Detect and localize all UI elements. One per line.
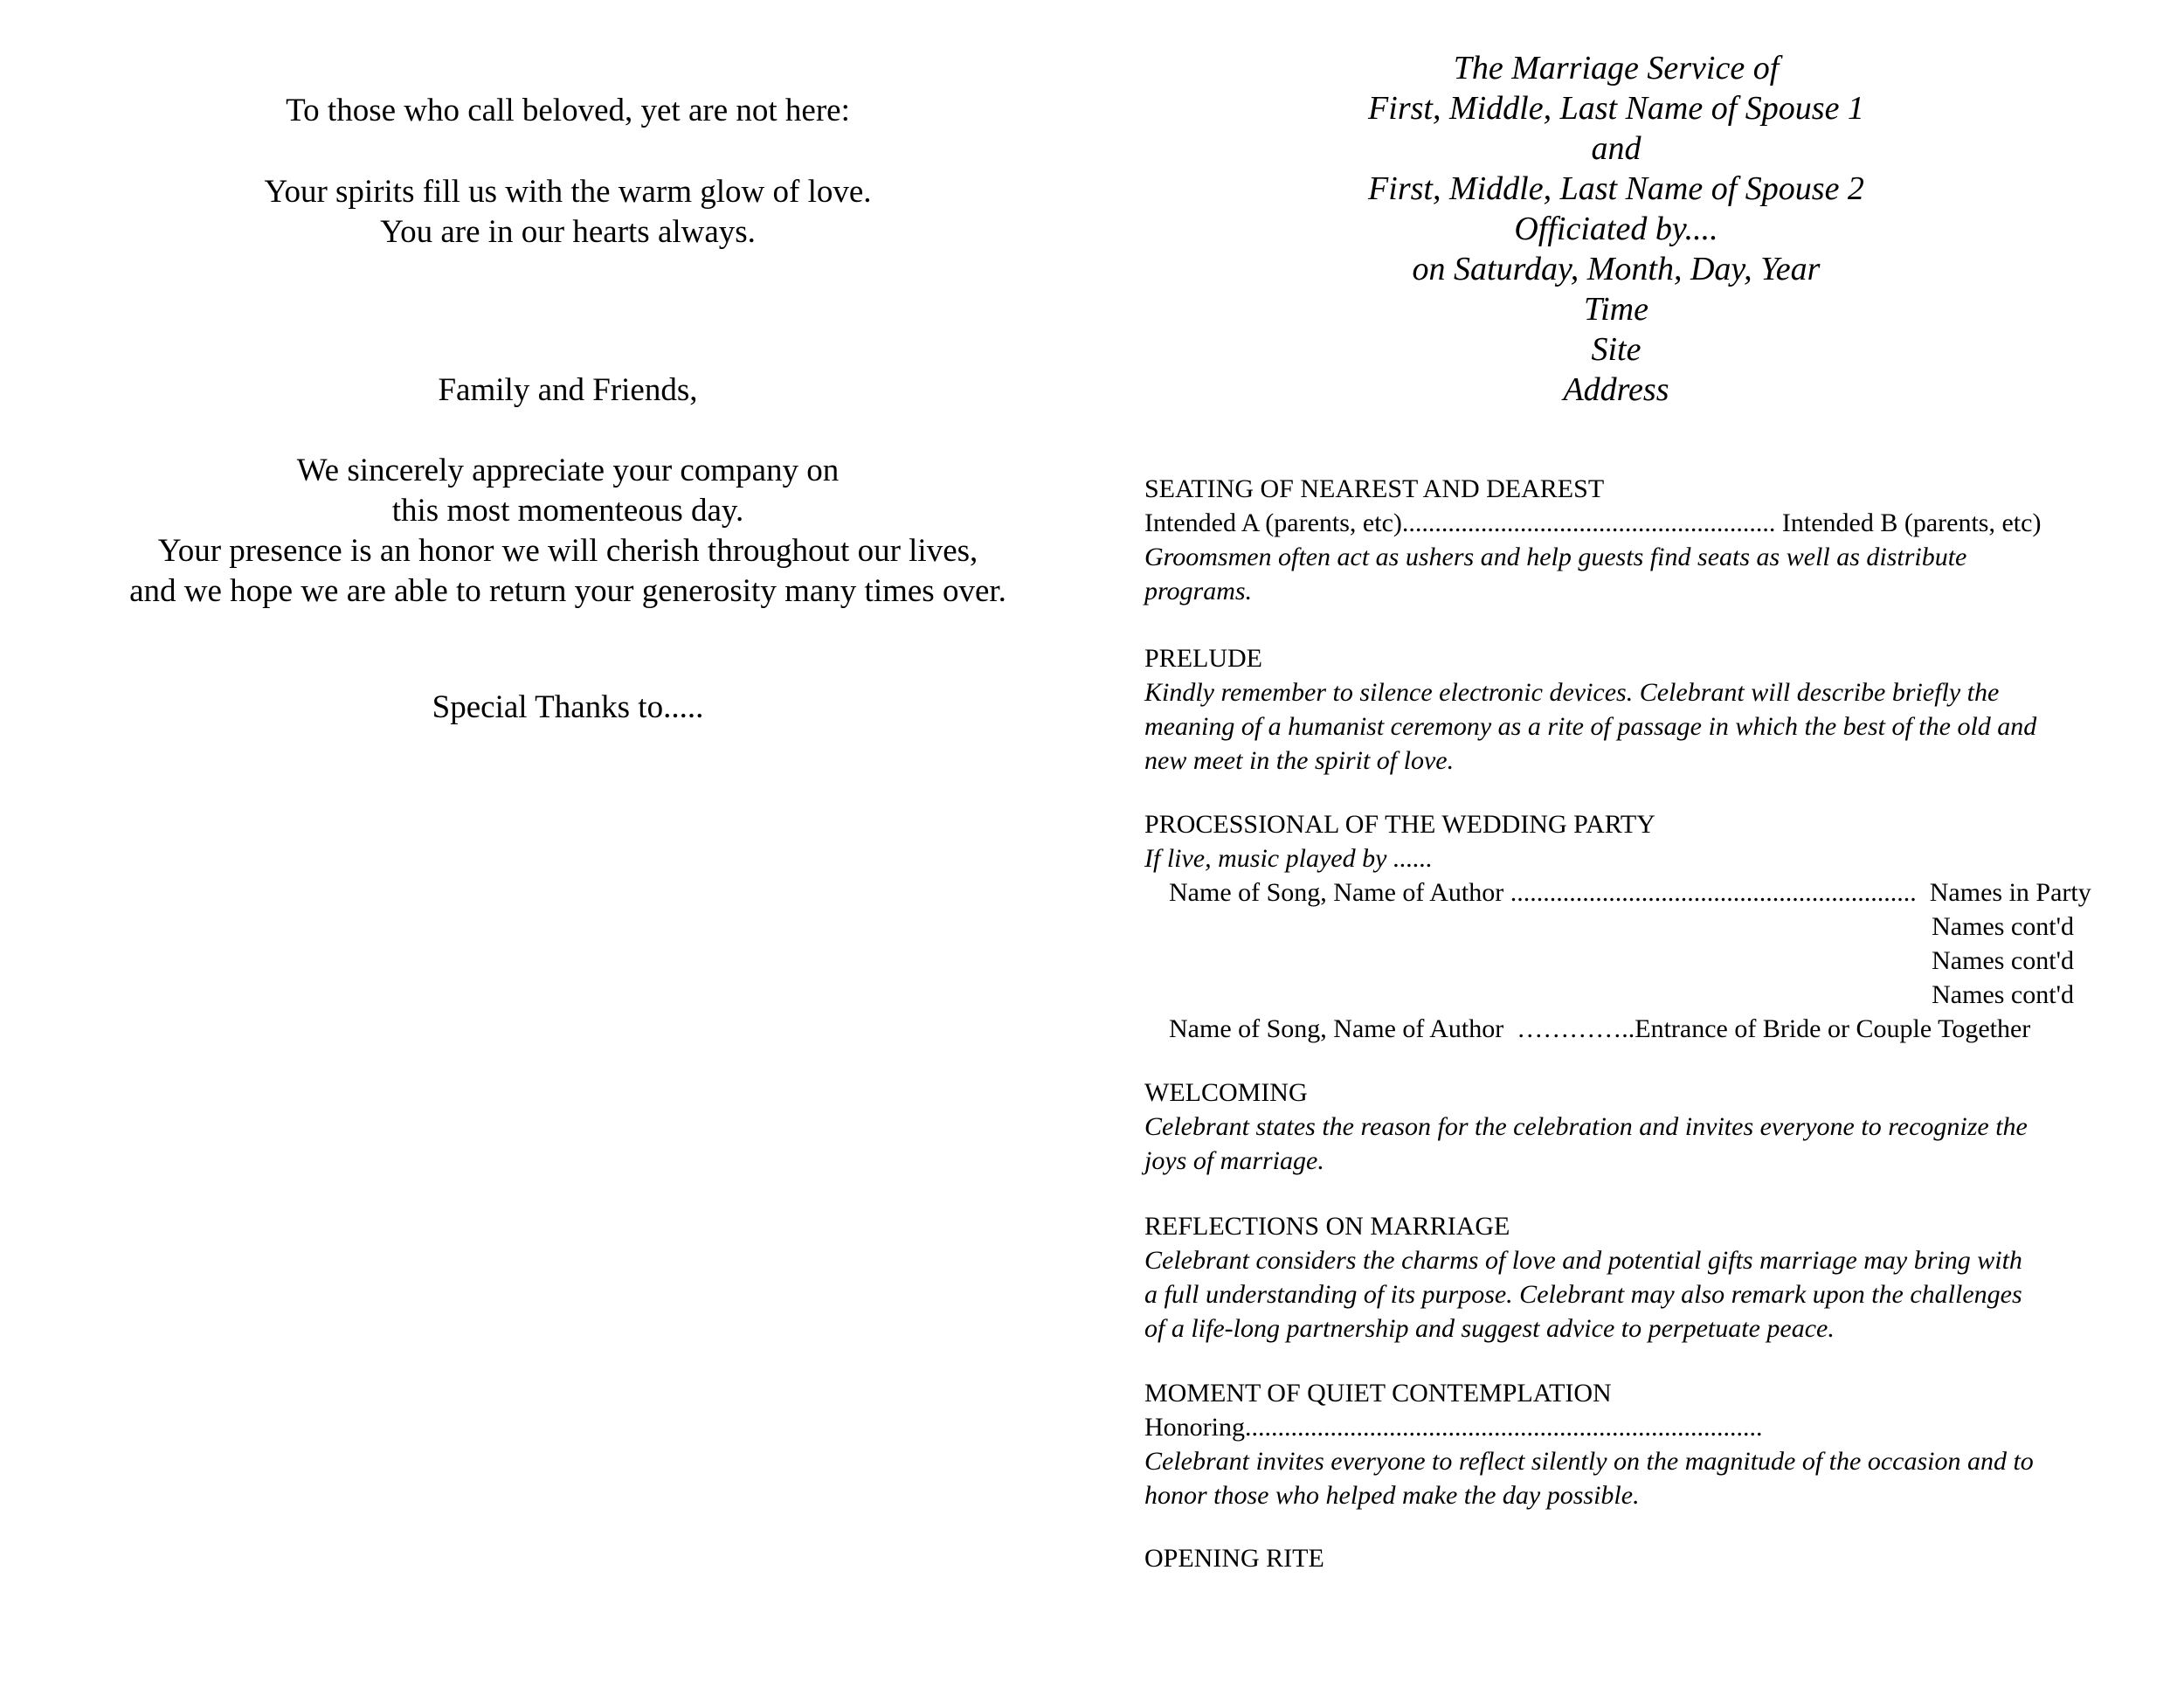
- spouse2-name-line: First, Middle, Last Name of Spouse 2: [1368, 170, 1864, 207]
- section-heading: PRELUDE: [1144, 644, 1262, 673]
- section-heading: OPENING RITE: [1144, 1544, 1324, 1573]
- song-leader-line: Name of Song, Name of Author …………..Entrance of Bride or Couple Together: [1169, 1014, 2031, 1043]
- appreciation-line: this most momenteous day.: [391, 493, 744, 529]
- program-title-block: [1144, 48, 2088, 410]
- section-note-line: Celebrant invites everyone to reflect silently on the magnitude of the occasion and to: [1144, 1447, 2034, 1476]
- section-note-line: new meet in the spirit of love.: [1144, 746, 1455, 775]
- names-contd-line: Names cont'd: [1932, 912, 2074, 941]
- section-note-line: honor those who helped make the day possible.: [1144, 1481, 1640, 1510]
- officiant-line: Officiated by....: [1514, 211, 1718, 247]
- section-note-line: Celebrant states the reason for the celebration and invites everyone to recognize the: [1144, 1112, 2028, 1141]
- section-note-line: Celebrant considers the charms of love and potential gifts marriage may bring with: [1144, 1246, 2022, 1275]
- right-page: [1144, 0, 2091, 1688]
- section-note-line: of a life-long partnership and suggest advice to perpetuate peace.: [1144, 1314, 1835, 1343]
- dedication-heading: To those who call beloved, yet are not here:: [286, 93, 850, 128]
- section-prelude: [1144, 641, 2088, 778]
- dedication-line: Your spirits fill us with the warm glow of love.: [264, 174, 872, 210]
- section-processional: [1144, 807, 2091, 1046]
- section-note-line: a full understanding of its purpose. Celebrant may also remark upon the challenges: [1144, 1280, 2022, 1309]
- program-title-line: and: [1591, 130, 1641, 167]
- seating-leader-line: Intended A (parents, etc)......................................................... Intended B (parents, etc): [1144, 508, 2042, 537]
- time-line: Time: [1584, 291, 1648, 328]
- address-line: Address: [1563, 371, 1669, 408]
- appreciation-line: and we hope we are able to return your generosity many times over.: [129, 573, 1006, 609]
- section-note-line: joys of marriage.: [1144, 1146, 1324, 1175]
- section-seating: [1144, 472, 2088, 608]
- site-line: Site: [1591, 331, 1641, 368]
- section-heading: SEATING OF NEAREST AND DEAREST: [1144, 474, 1605, 503]
- section-note-line: meaning of a humanist ceremony as a rite of passage in which the best of the old and: [1144, 712, 2037, 741]
- appreciation-message: [0, 451, 1136, 612]
- section-heading: WELCOMING: [1144, 1078, 1308, 1107]
- song-leader-line: Name of Song, Name of Author .............................................................. Names in Party: [1169, 878, 2091, 907]
- appreciation-line: We sincerely appreciate your company on: [296, 453, 840, 488]
- section-note-line: Groomsmen often act as ushers and help guests find seats as well as distribute: [1144, 543, 1967, 571]
- section-contemplation: [1144, 1376, 2088, 1512]
- section-note-line: programs.: [1144, 577, 1253, 605]
- honoring-leader-line: Honoring...............................................................................: [1144, 1413, 1763, 1442]
- special-thanks: Special Thanks to.....: [432, 689, 704, 725]
- dedication-verse: [0, 172, 1136, 253]
- section-heading: PROCESSIONAL OF THE WEDDING PARTY: [1144, 810, 1655, 839]
- salutation: Family and Friends,: [438, 372, 698, 408]
- appreciation-line: Your presence is an honor we will cherish throughout our lives,: [157, 533, 978, 569]
- dedication-line: You are in our hearts always.: [380, 214, 756, 250]
- section-heading: REFLECTIONS ON MARRIAGE: [1144, 1212, 1510, 1241]
- program-title-line: The Marriage Service of: [1453, 50, 1780, 86]
- section-welcoming: [1144, 1076, 2088, 1178]
- section-note-line: Kindly remember to silence electronic devices. Celebrant will describe briefly the: [1144, 678, 2000, 707]
- section-note-line: If live, music played by ......: [1144, 844, 1433, 873]
- spouse1-name-line: First, Middle, Last Name of Spouse 1: [1368, 90, 1864, 127]
- section-opening-rite: [1144, 1541, 2088, 1575]
- names-contd-line: Names cont'd: [1932, 980, 2074, 1009]
- section-reflections: [1144, 1209, 2088, 1346]
- names-contd-line: Names cont'd: [1932, 946, 2074, 975]
- date-line: on Saturday, Month, Day, Year: [1412, 251, 1821, 287]
- section-heading: MOMENT OF QUIET CONTEMPLATION: [1144, 1379, 1612, 1408]
